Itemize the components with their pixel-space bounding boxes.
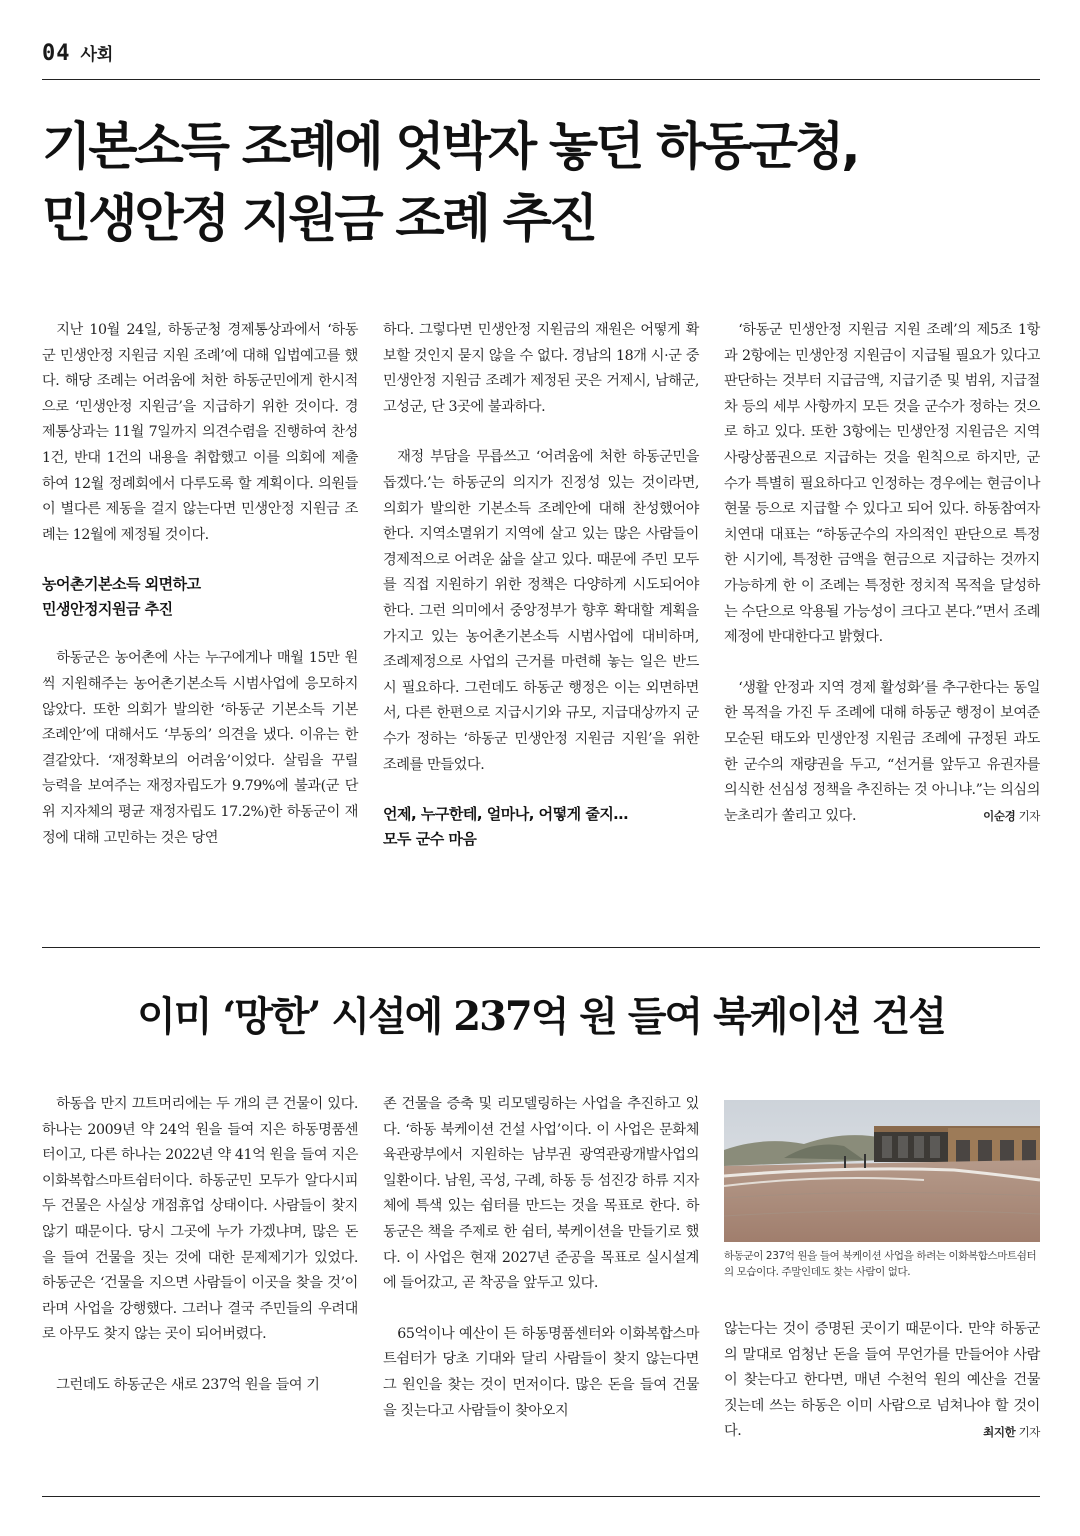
subhead-line: 농어촌기본소득 외면하고 xyxy=(42,575,201,594)
article2-paragraph: 65억이나 예산이 든 하동명품센터와 이화복합스마트쉼터가 당초 기대와 달리 사람들이 찾지 않는다면 그 원인을 찾는 것이 먼저이다. 많은 돈을 들여 건물을 짓는다고 사람들이 찾아오지 xyxy=(383,1325,699,1419)
reporter-name: 이순경 xyxy=(983,809,1016,824)
section-label: 사회 xyxy=(80,45,114,65)
article1-subhead-2 xyxy=(383,802,699,852)
subhead-line: 민생안정지원금 추진 xyxy=(42,600,173,619)
reporter-role: 기자 xyxy=(1018,809,1040,824)
article1-headline xyxy=(42,112,1032,256)
article2-paragraph: 하동읍 만지 끄트머리에는 두 개의 큰 건물이 있다. 하나는 2009년 약 24억 원을 들여 지은 하동명품센터이고, 다른 하나는 2022년 약 41억 원을 들여 지은 이화복합스마트쉼터이다. 하동군민 모두가 알다시피 두 건물은 사실상 개점휴업 상태이다. 사람들이 찾지 않기 때문이다. 당시 그곳에 누가 가겠냐며, 많은 돈을 들여 건물을 짓는 것에 대한 문제제기가 있었다. 하동군은 ‘건물을 지으면 사람들이 이곳을 찾을 것’이라며 사업을 강행했다. 그러나 결국 주민들의 우려대로 아무도 찾지 않는 곳이 되어버렸다. xyxy=(42,1096,358,1343)
article2-headline: 이미 ‘망한’ 시설에 237억 원 들여 북케이션 건설 xyxy=(137,993,945,1040)
reporter-role: 기자 xyxy=(1018,1424,1040,1439)
article2-column-2 xyxy=(383,1092,699,1424)
article1-paragraph: ‘하동군 민생안정 지원금 지원 조례’의 제5조 1항과 2항에는 민생안정 지원금이 지급될 필요가 있다고 판단하는 것부터 지급금액, 지급기준 및 범위, 지급절차 등의 세부 사항까지 모든 것을 군수가 정하는 것으로 하고 있다. 또한 3항에는 민생안정 지원금은 지역사랑상품권으로 지급하는 것을 원칙으로 하지만, 군수가 특별히 필요하다고 인정하는 경우에는 현금이나 현물 등으로 지급할 수 있다고 되어 있다. 하동참여자치연대 대표는 “하동군수의 자의적인 판단으로 특정한 시기에, 특정한 금액을 현금으로 지급하는 것까지 가능하게 한 이 조례는 특정한 정치적 목적을 달성하는 수단으로 악용될 가능성이 크다고 본다.”면서 조례 제정에 반대한다고 밝혔다. xyxy=(724,322,1040,646)
article1-paragraph: 하다. 그렇다면 민생안정 지원금의 재원은 어떻게 확보할 것인지 묻지 않을 수 없다. 경남의 18개 시·군 중 민생안정 지원금 조례가 제정된 곳은 거제시, 남해군, 고성군, 단 3곳에 불과하다. xyxy=(383,322,699,415)
article-divider xyxy=(42,947,1040,948)
article2-paragraph: 그런데도 하동군은 새로 237억 원을 들여 기 xyxy=(56,1376,320,1393)
article2-photo-caption: 하동군이 237억 원을 들여 북케이션 사업을 하려는 이화복합스마트쉼터의 모습이다. 주말인데도 찾는 사람이 없다. xyxy=(724,1250,1037,1278)
article1-paragraph: 지난 10월 24일, 하동군청 경제통상과에서 ‘하동군 민생안정 지원금 지원 조례’에 대해 입법예고를 했다. 해당 조례는 어려움에 처한 하동군민에게 한시적으로 ‘민생안정 지원금’을 지급하기 위한 것이다. 경제통상과는 11월 7일까지 의견수렴을 진행하여 찬성 1건, 반대 1건의 내용을 취합했고 이를 의회에 제출하여 12월 정례회에서 다루도록 할 계획이다. 의원들이 별다른 제동을 걸지 않는다면 민생안정 지원금 조례는 12월에 제정될 것이다. xyxy=(42,322,358,543)
article1-paragraph: ‘생활 안정과 지역 경제 활성화’를 추구한다는 동일한 목적을 가진 두 조례에 대해 하동군 행정이 보여준 모순된 태도와 민생안정 지원금 조례에 규정된 과도한 군수의 재량권을 두고, “선거를 앞두고 유권자를 의식한 선심성 정책을 추진하는 것 아니냐.”는 의심의 눈초리가 쏠리고 있다. xyxy=(724,679,1040,824)
article2-column-1 xyxy=(42,1092,358,1399)
article1-column-2 xyxy=(383,318,699,876)
reporter-name: 최지한 xyxy=(983,1424,1016,1439)
subhead-line: 언제, 누구한테, 얼마나, 어떻게 줄지… xyxy=(383,805,628,824)
footer-rule xyxy=(42,1496,1040,1497)
article1-paragraph: 재정 부담을 무릅쓰고 ‘어려움에 처한 하동군민을 돕겠다.’는 하동군의 의지가 진정성 있는 것이라면, 의회가 발의한 기본소득 조례안에 대해 찬성했어야 한다. 지역소멸위기 지역에 살고 있는 많은 사람들이 경제적으로 어려운 삶을 살고 있다. 때문에 주민 모두를 직접 지원하기 위한 정책은 다양하게 시도되어야 한다. 그런 의미에서 중앙정부가 향후 확대할 계획을 가지고 있는 농어촌기본소득 시범사업에 대비하며, 조례제정으로 사업의 근거를 마련해 놓는 일은 반드시 필요하다. 그런데도 하동군 행정은 이는 외면하면서, 다른 한편으로 지급시기와 규모, 지급대상까지 군수가 정하는 ‘하동군 민생안정 지원금 지원’을 위한 조례를 만들었다. xyxy=(383,449,699,773)
article2-photo xyxy=(724,1100,1040,1242)
page-number: 04 xyxy=(42,41,71,66)
header-rule xyxy=(42,79,1040,80)
article2-column-3 xyxy=(724,1317,1040,1445)
article1-subhead-1 xyxy=(42,572,358,622)
article2-paragraph: 존 건물을 증축 및 리모델링하는 사업을 추진하고 있다. ‘하동 북케이션 건설 사업’이다. 이 사업은 문화체육관광부에서 지원하는 남부권 광역관광개발사업의 일환이다. 남원, 곡성, 구례, 하동 등 섬진강 하류 지자체에 특색 있는 쉼터를 만드는 것을 목표로 한다. 하동군은 책을 주제로 한 쉼터, 북케이션을 만들기로 했다. 이 사업은 현재 2027년 준공을 목표로 실시설계에 들어갔고, 곧 착공을 앞두고 있다. xyxy=(383,1096,699,1292)
article1-headline-line2: 민생안정 지원금 조례 추진 xyxy=(42,190,596,249)
article1-paragraph: 하동군은 농어촌에 사는 누구에게나 매월 15만 원씩 지원해주는 농어촌기본소득 시범사업에 응모하지 않았다. 또한 의회가 발의한 ‘하동군 기본소득 기본 조례안’에 대해서도 ‘부동의’ 의견을 냈다. 이유는 한결같았다. ‘재정확보의 어려움’이었다. 살림을 꾸릴 능력을 보여주는 재정자립도가 9.79%에 불과(군 단위 지자체의 평균 재정자립도 17.2%)한 하동군이 재정에 대해 고민하는 것은 당연 xyxy=(42,650,358,846)
article1-column-1 xyxy=(42,318,358,851)
building-photo-illustration xyxy=(724,1100,1040,1242)
article1-column-3 xyxy=(724,318,1040,829)
page-header xyxy=(42,40,113,66)
article1-headline-line1: 기본소득 조례에 엇박자 놓던 하동군청, xyxy=(42,118,858,177)
subhead-line: 모두 군수 마음 xyxy=(383,830,477,849)
article2-paragraph: 않는다는 것이 증명된 곳이기 때문이다. 만약 하동군의 말대로 엄청난 돈을 들여 무언가를 만들어야 사람이 찾는다고 한다면, 매년 수천억 원의 예산을 건물 짓는데 쓰는 하동은 이미 사람으로 넘쳐나야 할 것이다. xyxy=(724,1321,1040,1440)
article2-byline xyxy=(724,1420,1040,1445)
